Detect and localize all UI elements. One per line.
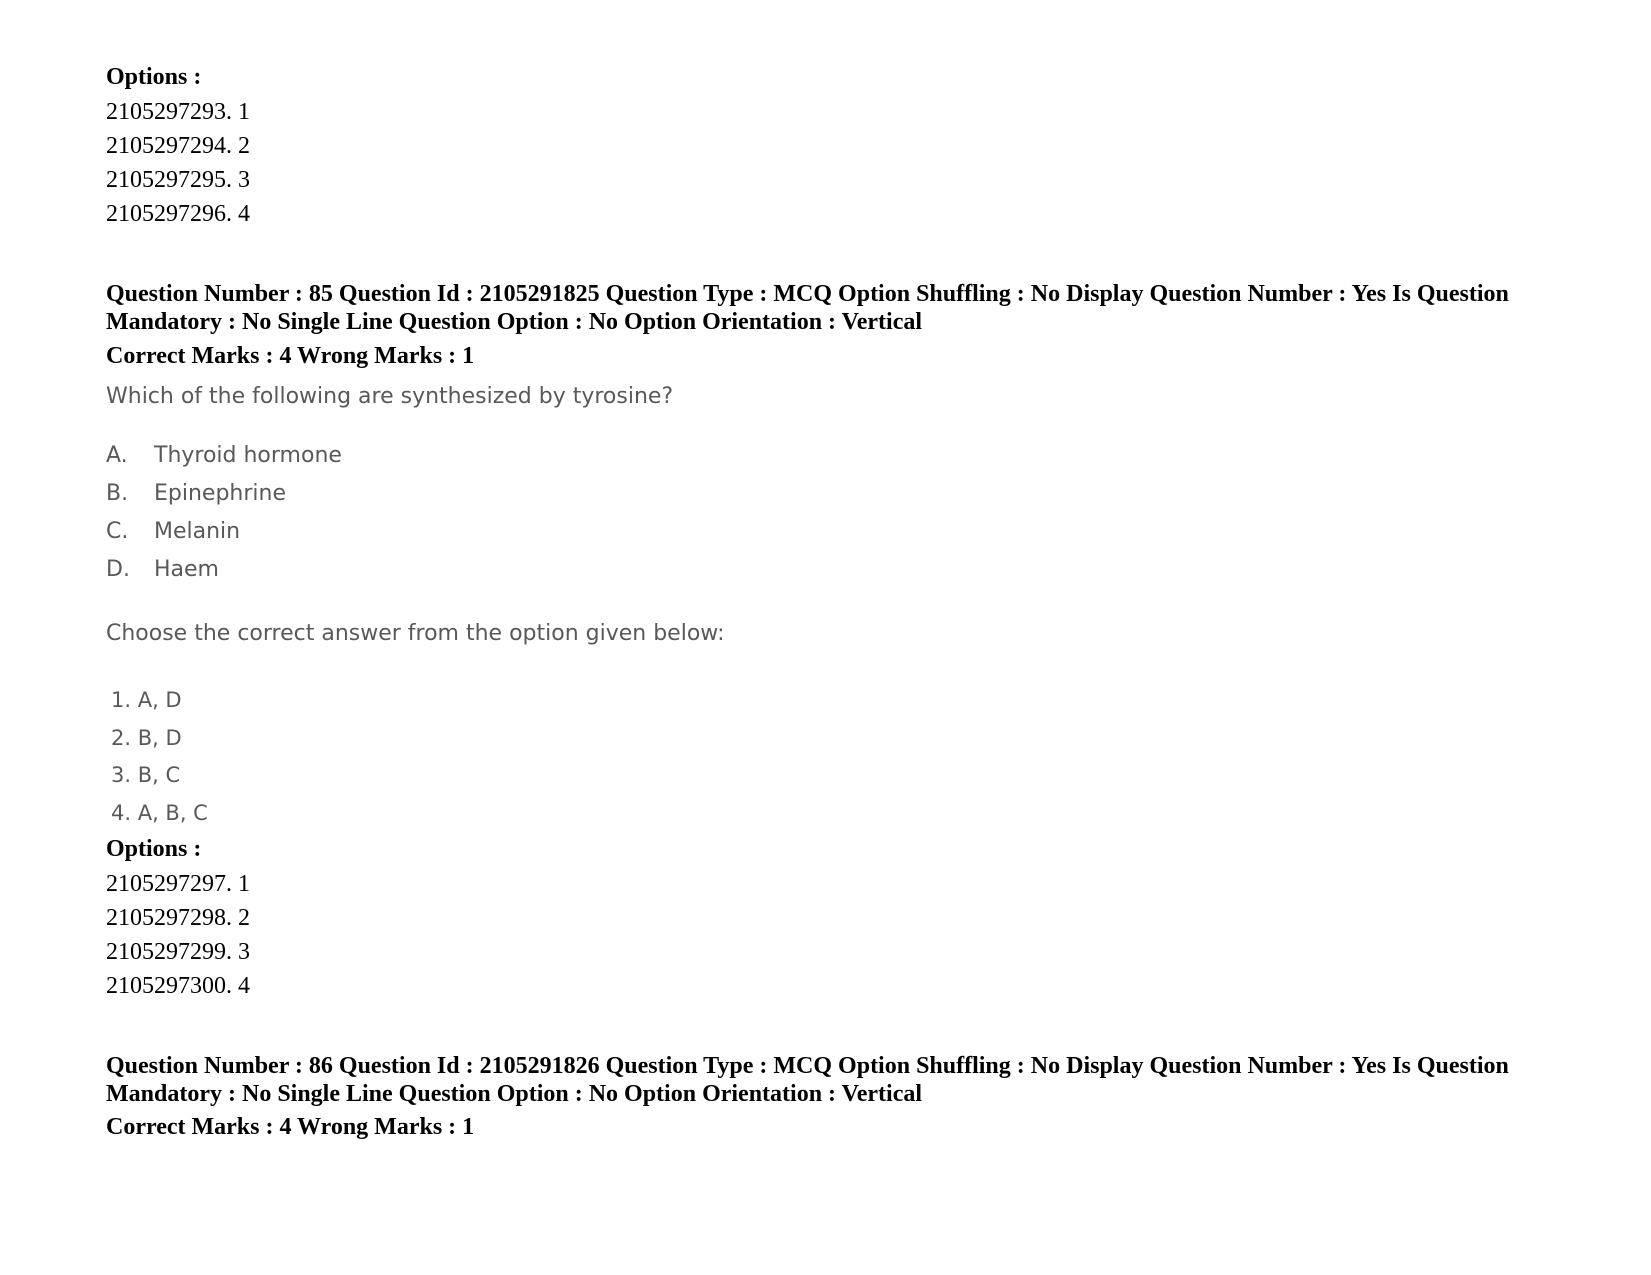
statement-letter: B. <box>106 481 129 506</box>
answer-choice: 1. A, D <box>111 688 182 712</box>
statement-text: Haem <box>154 557 219 582</box>
answer-choice: 4. A, B, C <box>111 801 208 825</box>
option-list <box>106 867 250 1003</box>
option-item: 2105297298. 2 <box>106 905 250 931</box>
option-item: 2105297296. 4 <box>106 201 250 227</box>
question-meta: Question Number : 86 Question Id : 2105291826 Question Type : MCQ Option Shuffling : No Display Question Number : Yes Is Question Mandatory : No Single Line Question Option : No Option Orientation : Vertical <box>106 1053 1509 1107</box>
question-meta: Question Number : 85 Question Id : 2105291825 Question Type : MCQ Option Shuffling : No Display Question Number : Yes Is Question Mandatory : No Single Line Question Option : No Option Orientation : Vertical <box>106 281 1509 335</box>
statement-text: Epinephrine <box>154 481 286 506</box>
statement-letter: D. <box>106 557 130 582</box>
option-item: 2105297297. 1 <box>106 871 250 897</box>
statement-text: Melanin <box>154 519 241 544</box>
answer-choice: 2. B, D <box>111 726 182 750</box>
option-item: 2105297295. 3 <box>106 167 250 193</box>
option-item: 2105297294. 2 <box>106 133 250 159</box>
statement-letter: C. <box>106 519 129 544</box>
option-item: 2105297299. 3 <box>106 939 250 965</box>
options-heading: Options : <box>106 64 202 90</box>
question-marks: Correct Marks : 4 Wrong Marks : 1 <box>106 343 475 369</box>
options-heading: Options : <box>106 836 202 862</box>
statement-item <box>106 517 240 547</box>
statement-item <box>106 441 342 471</box>
option-item: 2105297300. 4 <box>106 973 250 999</box>
statement-item <box>106 555 219 585</box>
statement-letter: A. <box>106 443 128 468</box>
option-list <box>106 95 250 231</box>
question-instruction: Choose the correct answer from the option given below: <box>106 621 725 646</box>
statement-item <box>106 479 286 509</box>
statement-text: Thyroid hormone <box>154 443 342 468</box>
answer-choice: 3. B, C <box>111 763 181 787</box>
option-item: 2105297293. 1 <box>106 99 250 125</box>
question-marks: Correct Marks : 4 Wrong Marks : 1 <box>106 1114 475 1140</box>
question-text: Which of the following are synthesized by tyrosine? <box>106 384 674 409</box>
